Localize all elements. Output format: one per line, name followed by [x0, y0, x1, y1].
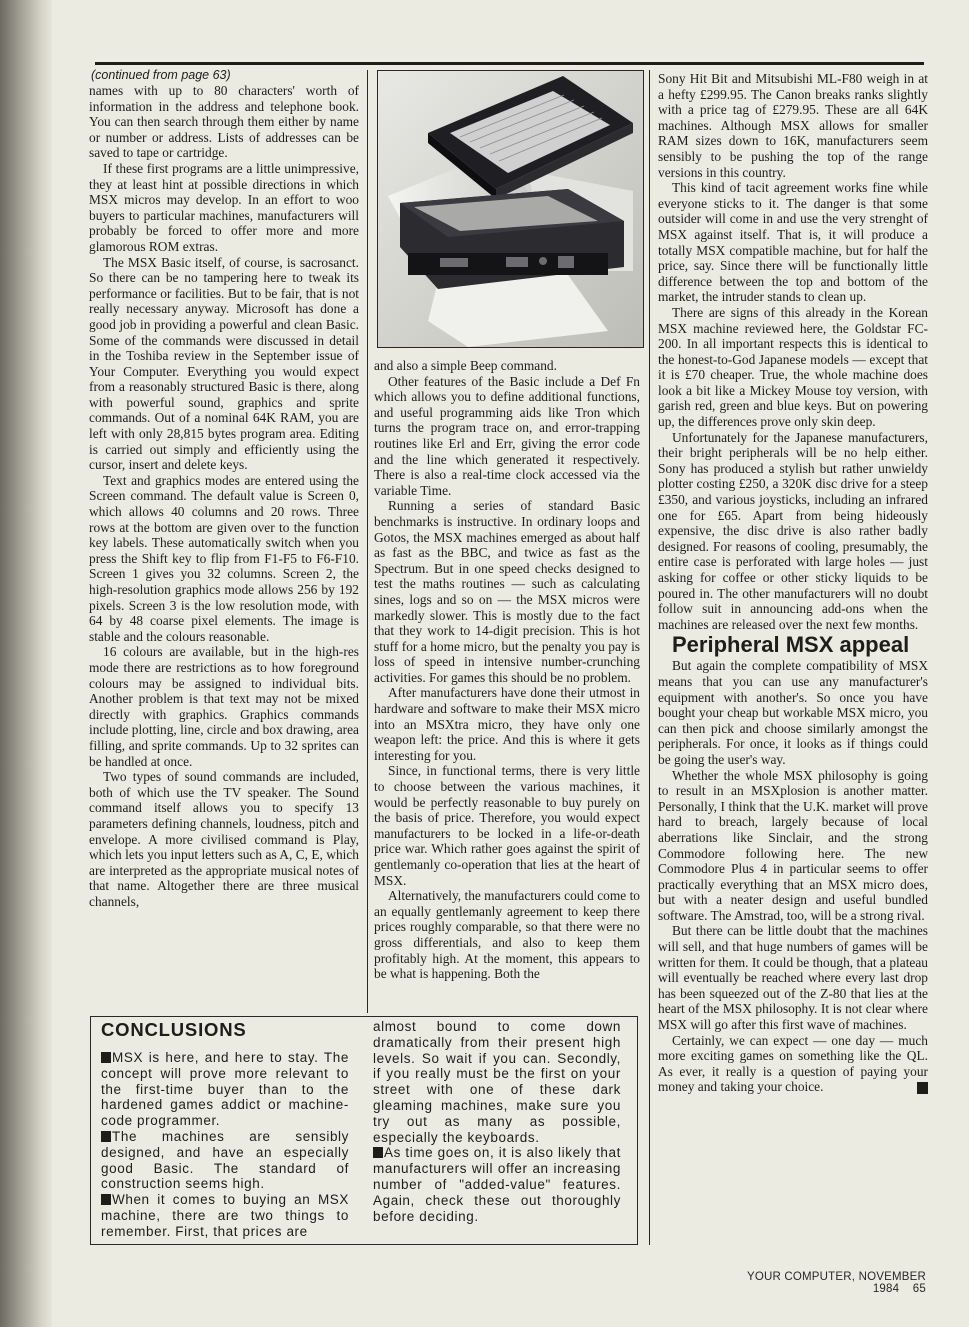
conclusion-text: When it comes to buying an MSX machine, there are two things to remember. First, that prices are: [101, 1192, 349, 1239]
conclusions-title: CONCLUSIONS: [101, 1019, 247, 1040]
paragraph: Alternatively, the manufacturers could come to an equally gentlemanly agreement to keep there prices roughly comparable, so that there were no gross differentials, and also to keep them profitably high. At the moment, this appears to be what is happening. Both the: [374, 888, 640, 982]
conclusion-point: [101, 1050, 349, 1129]
conclusion-point: [373, 1019, 621, 1145]
bullet-square-icon: [373, 1147, 383, 1158]
paragraph: This kind of tacit agreement works fine while everyone sticks to it. The danger is that some outsider will come in and use the very strenght of MSX against itself. That is, it will produce a totally MSX compatible machine, but for half the price, say. Since there will be functionally little difference between the top and bottom of the market, the intruder stands to clean up.: [658, 180, 928, 305]
conclusions-box: [90, 1016, 638, 1245]
paragraph: [658, 1033, 928, 1095]
paragraph: Text and graphics modes are entered using the Screen command. The default value is Screen 0, which allows 40 columns and 20 rows. Three rows at the bottom are given over to the function key labels. These automatically switch when you press the Shift key to flip from F1-F5 to F6-F10. Screen 1 gives you 32 columns. Screen 2, the high-resolution graphics mode allows 256 by 192 pixels. Screen 3 is the low resolution mode, with 64 by 48 coarse pixel elements. The image is stable and the colours reasonable.: [89, 472, 359, 644]
paragraph: names with up to 80 characters' worth of information in the address and telephone book. You can then search through them either by name or number or address. Lists of addresses can be saved to tape or cartridge.: [89, 83, 359, 161]
continued-note: (continued from page 63): [91, 68, 231, 82]
conclusion-point: [101, 1192, 349, 1239]
column-divider: [367, 70, 368, 1013]
article-column-1: [89, 67, 359, 909]
paragraph: Sony Hit Bit and Mitsubishi ML-F80 weigh in at a hefty £299.95. The Canon breaks ranks slightly with a price tag of £279.95. These are all 64K machines. Although MSX allows for smaller RAM sizes down to 16K, manufacturers seem sensibly to be pushing the top of the range versions in this country.: [658, 71, 928, 180]
conclusion-text: almost bound to come down dramatically from their present high levels. So wait if you can. Secondly, if you really must be the first on your street with one of these dark gleaming machines, make sure you try out as many as possible, especially the keyboards.: [373, 1019, 621, 1145]
paragraph: 16 colours are available, but in the high-res mode there are restrictions as to how foreground colours may be assigned to individual bits. Another problem is that text may not be mixed directly with graphics. Graphics commands include plotting, line, circle and box drawing, area filling, and sprite commands. Up to 32 sprites can be handled at once.: [89, 644, 359, 769]
conclusion-text: MSX is here, and here to stay. The concept will prove more relevant to the first-time buyer than to the hardened games addict or machine-code programmer.: [101, 1050, 349, 1129]
conclusion-text: The machines are sensibly designed, and have an especially good Basic. The standard of construction seems high.: [101, 1128, 349, 1192]
magazine-issue: YOUR COMPUTER, NOVEMBER 1984: [746, 1271, 926, 1295]
paragraph: Two types of sound commands are included, both of which use the TV speaker. The Sound command itself allows you to specify 13 parameters defining channels, loudness, pitch and envelope. A more civilised command is Play, which lets you input letters such as A, C, E, which are interpreted as the appropriate musical notes of that name. Altogether there are three musical channels,: [89, 769, 359, 909]
column-divider: [649, 70, 650, 1245]
conclusion-text: As time goes on, it is also likely that manufacturers will offer an increasing number of "added-value" features. Again, check these out thoroughly before deciding.: [373, 1145, 621, 1224]
article-column-3: [658, 71, 928, 1095]
two-msx-computers-photo: [377, 70, 644, 348]
end-mark-icon: [917, 1082, 928, 1094]
binding-spine: [0, 0, 52, 1327]
conclusions-column-b: [373, 1019, 621, 1224]
conclusion-point: [101, 1129, 349, 1192]
paragraph: If these first programs are a little unimpressive, they at least hint at possible directions in which MSX micros may develop. In an effort to woo buyers to particular machines, manufacturers will probably be forced to offer more and more glamorous ROM extras.: [89, 160, 359, 254]
paragraph: and also a simple Beep command.: [374, 358, 557, 373]
paragraph-text: Certainly, we can expect — one day — much more exciting games on something like the QL. As ever, it really is a question of paying your money and taking your choice.: [658, 1032, 928, 1095]
paragraph: The MSX Basic itself, of course, is sacrosanct. So there can be no tampering here to tweak its performance or facilities. But to be fair, that is not really necessary anyway. Microsoft has done a good job in providing a powerful and clean Basic. Some of the commands were discussed in detail in the Toshiba review in the September issue of Your Computer. Everything you would expect from a reasonably structured Basic is there, along with powerful sound, graphics and sprite commands. Out of a nominal 64K RAM, you are left with only 28,815 bytes program area. Editing is carried out simply and efficiently using the cursor, insert and delete keys.: [89, 254, 359, 473]
top-rule: [95, 62, 924, 65]
paragraph: Other features of the Basic include a Def Fn which allows you to define additional functions, and useful programming aids like Tron which turns the program trace on, and error-trapping routines like Erl and Err, giving the error code and the line which generated it respectively. There is also a real-time clock accessed via the variable Time.: [374, 373, 640, 498]
conclusion-point: [373, 1145, 621, 1224]
conclusions-column-a: [101, 1050, 349, 1240]
page-number: 65: [912, 1283, 926, 1295]
section-heading: Peripheral MSX appeal: [672, 632, 910, 658]
paragraph: Unfortunately for the Japanese manufacturers, their bright peripherals will be no help either. Sony has produced a stylish but rather unwieldy plotter costing £250, a 320K disc drive for a steep £350, and various joysticks, including an infrared one for £65. Apart from being hideously expensive, the disc drive is also rather badly designed. For reasons of cooling, presumably, the entire case is perforated with large holes — just asking for coffee or other sticky liquids to be poured in. The other manufacturers will no doubt follow suit in announcing add-ons when the machines are released over the next few months.: [658, 429, 928, 632]
article-column-2: [374, 358, 640, 982]
bullet-square-icon: [101, 1194, 111, 1205]
paragraph: There are signs of this already in the Korean MSX machine reviewed here, the Goldstar FC-200. In all important respects this is identical to the honest-to-God Japanese models — except that it is £70 cheaper. True, the whole machine does look a bit like a Mickey Mouse toy version, with garish red, green and blue keys. But on powering up, the differences prove only skin deep.: [658, 304, 928, 430]
bullet-square-icon: [101, 1052, 111, 1063]
paragraph: Whether the whole MSX philosophy is going to result in an MSXplosion is another matter. Personally, I think that the U.K. market will prove hard to breach, largely because of local aberrations like Sinclair, and the strong Commodore following here. The new Commodore Plus 4 in particular seems to offer practically everything that an MSX micro does, but with a neater design and useful bundled software. The Amstrad, too, will be a strong rival.: [658, 767, 928, 923]
page-footer: [694, 1271, 926, 1295]
bullet-square-icon: [101, 1131, 111, 1142]
paragraph: Since, in functional terms, there is very little to choose between the various machines, it would be perfectly reasonable to buy purely on the basis of price. Therefore, you would expect manufacturers to be locked in a life-or-death price war. Which rather goes against the spirit of gentlemanly co-operation that lies at the heart of MSX.: [374, 763, 640, 888]
paragraph: But again the complete compatibility of MSX means that you can use any manufacturer's equipment with another's. So once you have bought your cheap but workable MSX micro, you can then pick and choose similarly amongst the peripherals. For once, it looks as if things could be going the user's way.: [658, 658, 928, 767]
paragraph: Running a series of standard Basic benchmarks is instructive. In ordinary loops and Gotos, the MSX machines emerged as about half as fast as the BBC, and twice as fast as the Spectrum. But in one speed checks designed to test the maths routines — such as calculating sines, logs and so on — the MSX micros were markedly slower. This is mostly due to the fact that they work to 14-digit precision. This is hot stuff for a home micro, but the penalty you pay is loss of speed in intensive number-crunching activities. For games this should be no problem.: [374, 498, 640, 685]
paragraph: But there can be little doubt that the machines will sell, and that huge numbers of games will be written for them. It could be though, that a plateau will eventually be reached where every last drop has been squeezed out of the Z-80 that lies at the heart of the MSX philosophy. It is not clear where MSX will go after this first wave of machines.: [658, 923, 928, 1033]
paragraph: After manufacturers have done their utmost in hardware and software to make their MSX micro into an MSXtra micro, they have only one weapon left: the price. And this is where it gets interesting for you.: [374, 685, 640, 763]
